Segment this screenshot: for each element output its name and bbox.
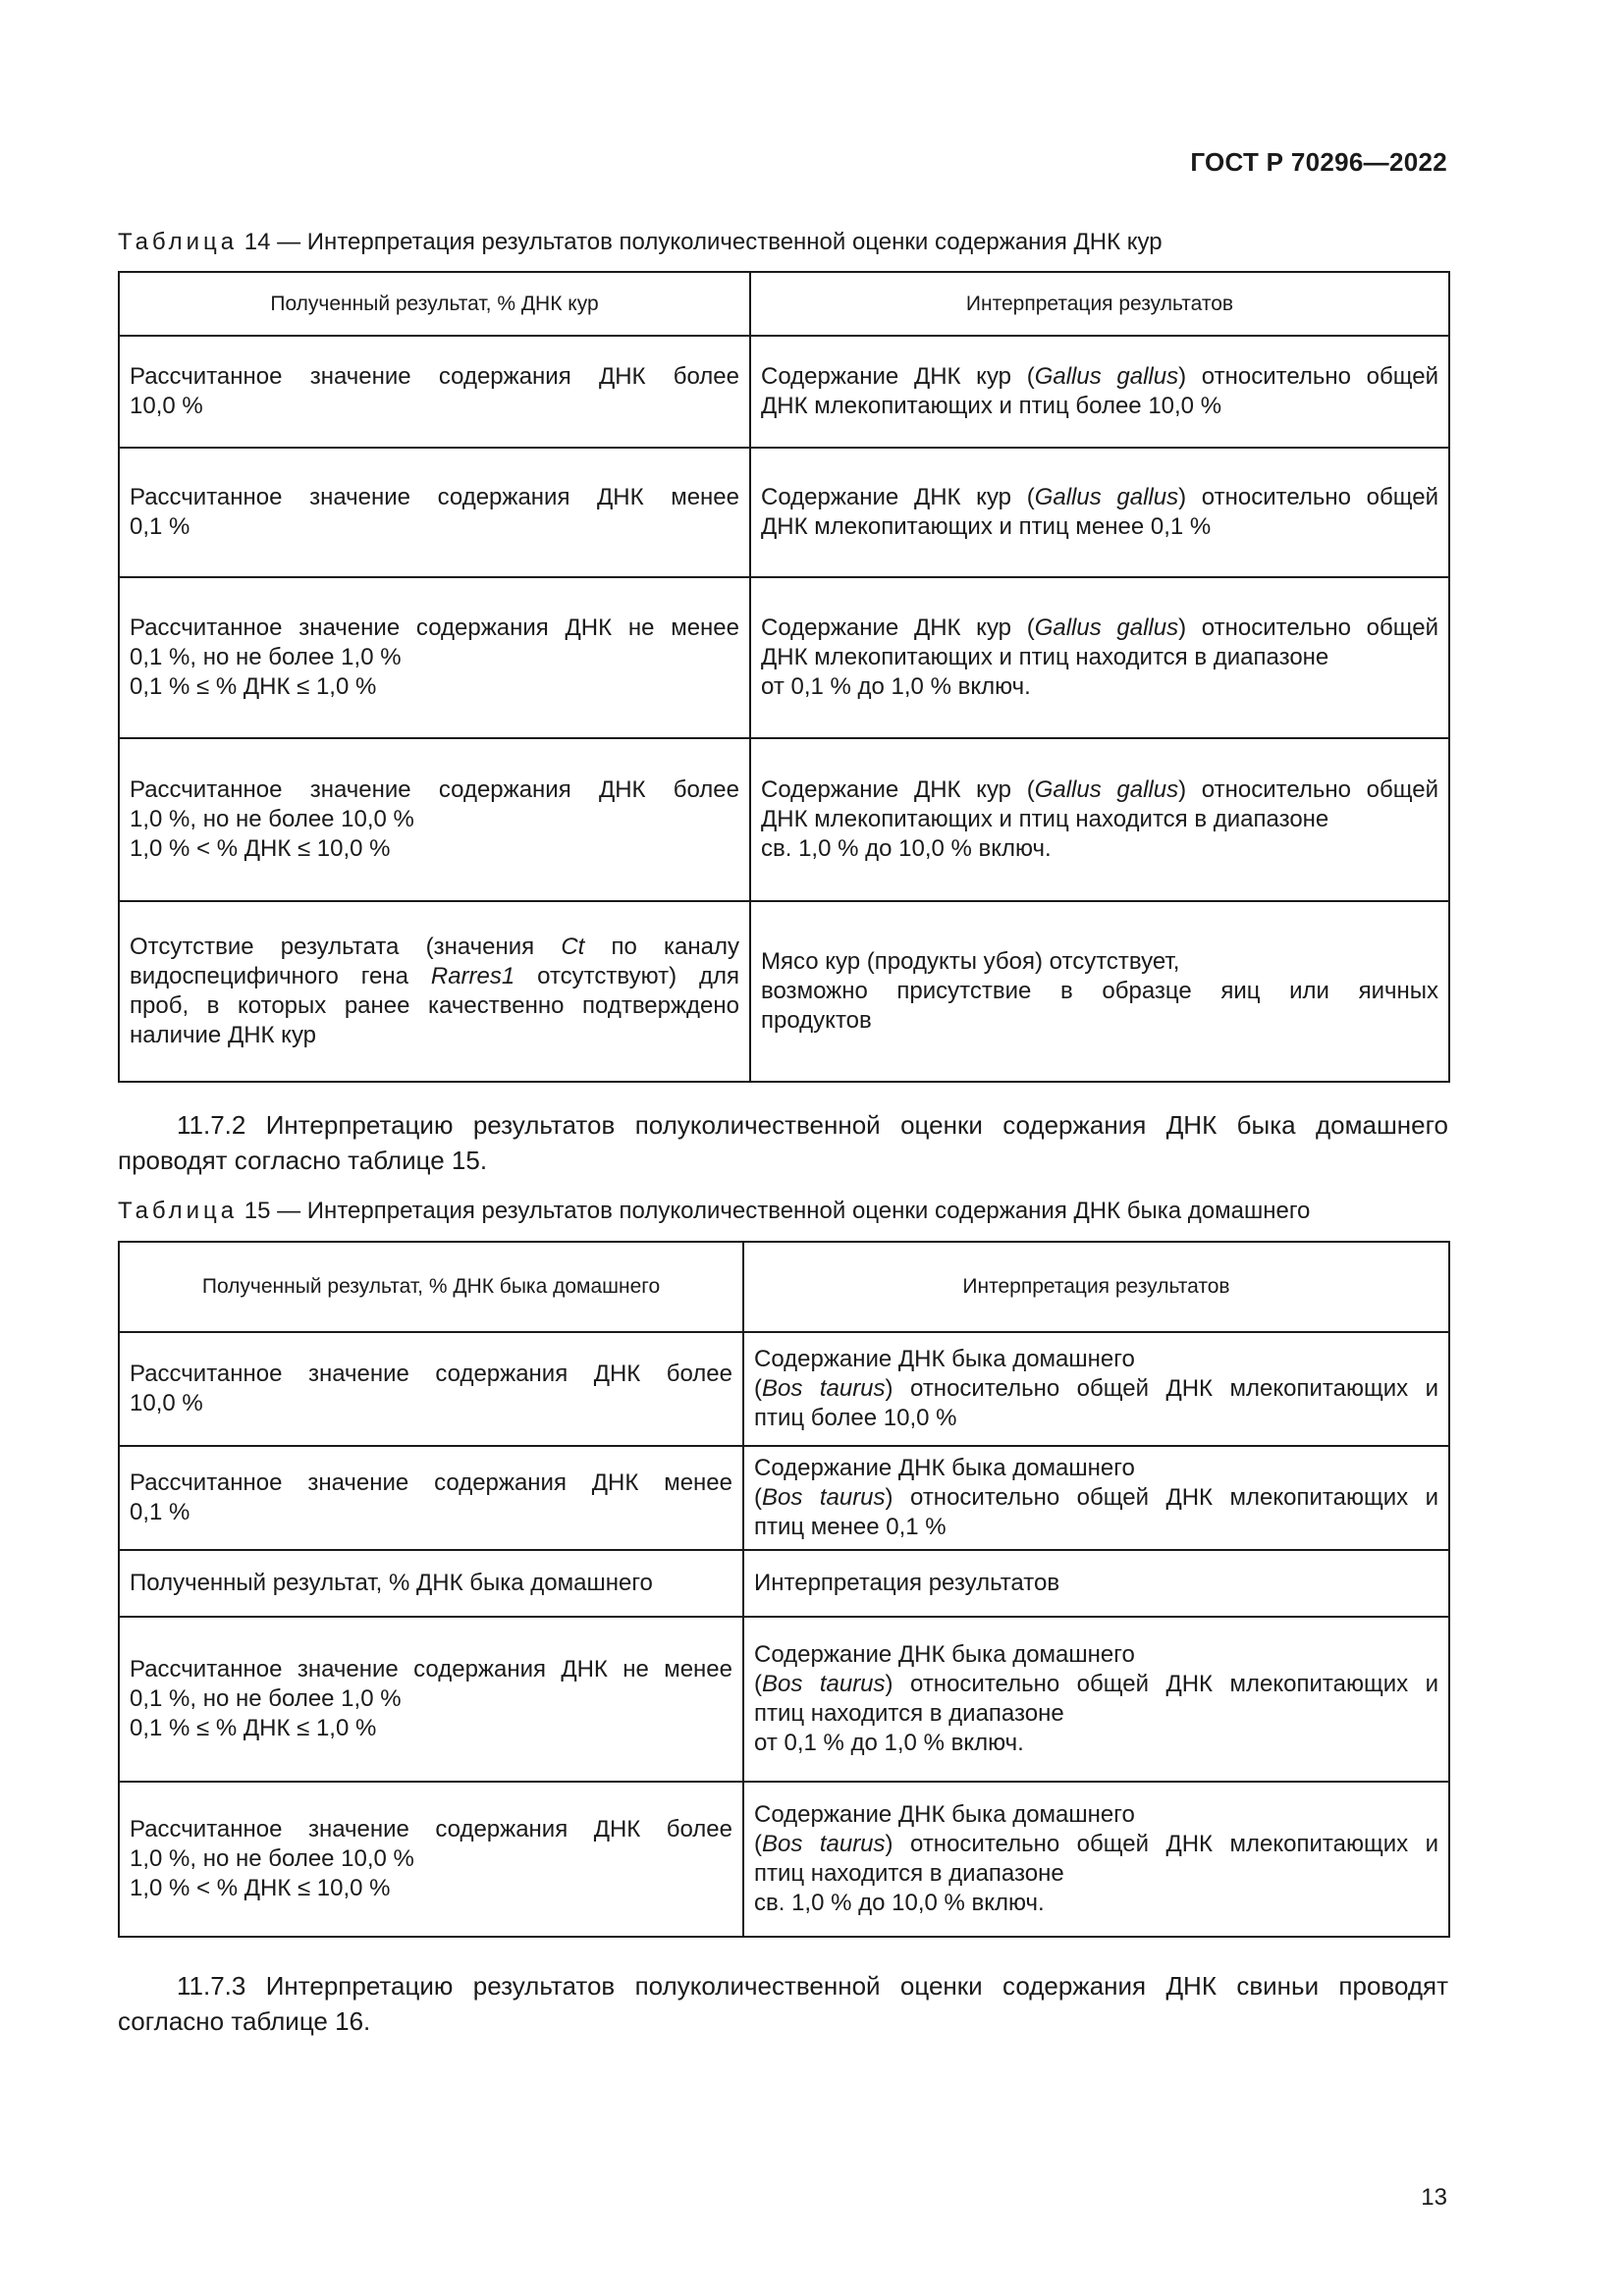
cell-line: 1,0 % < % ДНК ≤ 10,0 % [130, 835, 391, 862]
paragraph-11-7-3: 11.7.3 Интерпретацию результатов полуколичественной оценки содержания ДНК свиньи проводят согласно таблице 16. [118, 1971, 1448, 2036]
column-header-result: Полученный результат, % ДНК быка домашнего [119, 1242, 743, 1332]
cell-line: продуктов [761, 1007, 872, 1034]
ct-term: Ct [561, 934, 585, 960]
result-cell [119, 1617, 743, 1782]
interpretation-cell [743, 1782, 1449, 1937]
cell-line: 0,1 %, но не более 1,0 % [130, 1685, 402, 1712]
cell-text: ) относительно общей [1178, 776, 1439, 803]
cell-line [761, 483, 1438, 512]
cell-line: 1,0 %, но не более 10,0 % [130, 806, 414, 832]
cell-line: птиц более 10,0 % [754, 1405, 957, 1431]
species-name: Bos taurus [762, 1671, 886, 1697]
result-cell [119, 448, 750, 577]
table-row [119, 577, 1449, 738]
cell-text: ( [754, 1831, 762, 1857]
cell-line [761, 362, 1438, 392]
cell-line [754, 1670, 1438, 1699]
table-15 [118, 1241, 1450, 1938]
result-cell [119, 1446, 743, 1550]
cell-line: Рассчитанное значение содержания ДНК менее [130, 484, 739, 510]
cell-line: от 0,1 % до 1,0 % включ. [761, 673, 1031, 700]
cell-line: Рассчитанное значение содержания ДНК более [130, 1361, 732, 1387]
cell-text: видоспецифичного гена [130, 963, 431, 989]
cell-line: Рассчитанное значение содержания ДНК менее [130, 1469, 732, 1496]
result-cell [119, 336, 750, 448]
cell-text: ) относительно общей ДНК млекопитающих и [885, 1484, 1438, 1511]
result-cell [119, 738, 750, 901]
cell-line: 10,0 % [130, 393, 203, 419]
cell-text: ) относительно общей [1178, 484, 1439, 510]
table-row [119, 1332, 1449, 1446]
species-name: Gallus gallus [1034, 776, 1179, 803]
interpretation-cell [743, 1617, 1449, 1782]
column-header-interpretation: Интерпретация результатов [743, 1242, 1449, 1332]
cell-line: 0,1 %, но не более 1,0 % [130, 644, 402, 670]
cell-line: проб, в которых ранее качественно подтверждено [130, 992, 739, 1019]
result-cell [119, 577, 750, 738]
table-row [119, 738, 1449, 901]
species-name: Bos taurus [762, 1484, 886, 1511]
cell-line: Мясо кур (продукты убоя) отсутствует, [761, 948, 1180, 975]
cell-line: 1,0 %, но не более 10,0 % [130, 1845, 414, 1872]
interpretation-cell [750, 901, 1449, 1082]
cell-line: 0,1 % ≤ % ДНК ≤ 1,0 % [130, 673, 377, 700]
cell-line [130, 962, 739, 991]
result-cell: Полученный результат, % ДНК быка домашнего [119, 1550, 743, 1617]
cell-line: птиц находится в диапазоне [754, 1700, 1064, 1727]
cell-line: Рассчитанное значение содержания ДНК более [130, 776, 739, 803]
cell-line: 0,1 % [130, 513, 190, 540]
table-14-caption [118, 228, 1448, 257]
result-cell [119, 1782, 743, 1937]
cell-text: отсутствуют) для [514, 963, 739, 989]
cell-line [754, 1483, 1438, 1513]
cell-line [130, 933, 739, 962]
result-cell [119, 1332, 743, 1446]
interpretation-cell [743, 1446, 1449, 1550]
cell-line: наличие ДНК кур [130, 1022, 317, 1048]
cell-text: ) относительно общей [1178, 363, 1439, 390]
paragraph-11-7-2: 11.7.2 Интерпретацию результатов полуколичественной оценки содержания ДНК быка домашнего проводят согласно таблице 15. [118, 1110, 1448, 1175]
column-header-interpretation: Интерпретация результатов [750, 272, 1449, 336]
table-14-caption-prefix: Таблица [118, 229, 239, 255]
cell-text: Отсутствие результата (значения [130, 934, 562, 960]
cell-text: Содержание ДНК кур ( [761, 484, 1035, 510]
table-15-caption-text: 15 — Интерпретация результатов полуколичественной оценки содержания ДНК быка домашнего [238, 1198, 1311, 1224]
table-row [119, 1617, 1449, 1782]
page-number: 13 [1421, 2184, 1447, 2211]
cell-line: ДНК млекопитающих и птиц находится в диапазоне [761, 806, 1329, 832]
cell-text: ) относительно общей ДНК млекопитающих и [885, 1375, 1438, 1402]
cell-line: ДНК млекопитающих и птиц менее 0,1 % [761, 513, 1212, 540]
cell-line: возможно присутствие в образце яиц или яичных [761, 978, 1438, 1004]
cell-line: Рассчитанное значение содержания ДНК не менее [130, 1656, 732, 1682]
cell-line: птиц находится в диапазоне [754, 1860, 1064, 1887]
table-header-row [119, 272, 1449, 336]
column-header-result: Полученный результат, % ДНК кур [119, 272, 750, 336]
species-name: Bos taurus [762, 1831, 886, 1857]
cell-line: Содержание ДНК быка домашнего [754, 1455, 1135, 1481]
table-header-row [119, 1242, 1449, 1332]
table-row [119, 901, 1449, 1082]
cell-line: св. 1,0 % до 10,0 % включ. [754, 1890, 1045, 1916]
cell-line: 0,1 % [130, 1499, 190, 1525]
table-row [119, 1782, 1449, 1937]
table-row [119, 448, 1449, 577]
interpretation-cell [750, 577, 1449, 738]
cell-line: Содержание ДНК быка домашнего [754, 1346, 1135, 1372]
table-15-caption [118, 1197, 1448, 1226]
cell-line [761, 775, 1438, 805]
interpretation-cell [750, 336, 1449, 448]
cell-line: 0,1 % ≤ % ДНК ≤ 1,0 % [130, 1715, 377, 1741]
table-14 [118, 271, 1450, 1083]
interpretation-cell: Интерпретация результатов [743, 1550, 1449, 1617]
table-row [119, 336, 1449, 448]
species-name: Gallus gallus [1034, 363, 1179, 390]
species-name: Gallus gallus [1034, 614, 1179, 641]
cell-line: Рассчитанное значение содержания ДНК более [130, 363, 739, 390]
interpretation-cell [750, 738, 1449, 901]
document-code: ГОСТ Р 70296—2022 [1190, 147, 1447, 177]
interpretation-cell [750, 448, 1449, 577]
cell-line: Содержание ДНК быка домашнего [754, 1801, 1135, 1828]
cell-text: ) относительно общей ДНК млекопитающих и [885, 1671, 1438, 1697]
species-name: Gallus gallus [1034, 484, 1179, 510]
cell-line: 10,0 % [130, 1390, 203, 1416]
cell-line: 1,0 % < % ДНК ≤ 10,0 % [130, 1875, 391, 1901]
table-row [119, 1550, 1449, 1617]
cell-line: ДНК млекопитающих и птиц находится в диапазоне [761, 644, 1329, 670]
cell-line: птиц менее 0,1 % [754, 1514, 947, 1540]
cell-line [754, 1830, 1438, 1859]
interpretation-cell [743, 1332, 1449, 1446]
table-14-caption-text: 14 — Интерпретация результатов полуколичественной оценки содержания ДНК кур [238, 229, 1163, 255]
cell-text: Содержание ДНК кур ( [761, 776, 1035, 803]
species-name: Bos taurus [762, 1375, 886, 1402]
cell-line: Содержание ДНК быка домашнего [754, 1641, 1135, 1668]
cell-text: ( [754, 1375, 762, 1402]
cell-text: ) относительно общей ДНК млекопитающих и [885, 1831, 1438, 1857]
cell-line [761, 614, 1438, 643]
table-15-caption-prefix: Таблица [118, 1198, 239, 1224]
cell-line: от 0,1 % до 1,0 % включ. [754, 1730, 1024, 1756]
cell-text: ) относительно общей [1178, 614, 1439, 641]
cell-text: ( [754, 1484, 762, 1511]
result-cell [119, 901, 750, 1082]
cell-line: св. 1,0 % до 10,0 % включ. [761, 835, 1052, 862]
cell-text: ( [754, 1671, 762, 1697]
table-row [119, 1446, 1449, 1550]
cell-text: Содержание ДНК кур ( [761, 614, 1035, 641]
cell-text: по каналу [584, 934, 739, 960]
gene-name: Rarres1 [430, 963, 515, 989]
cell-line: ДНК млекопитающих и птиц более 10,0 % [761, 393, 1222, 419]
cell-line: Рассчитанное значение содержания ДНК не менее [130, 614, 739, 641]
cell-line: Рассчитанное значение содержания ДНК более [130, 1816, 732, 1842]
cell-text: Содержание ДНК кур ( [761, 363, 1035, 390]
cell-line [754, 1374, 1438, 1404]
